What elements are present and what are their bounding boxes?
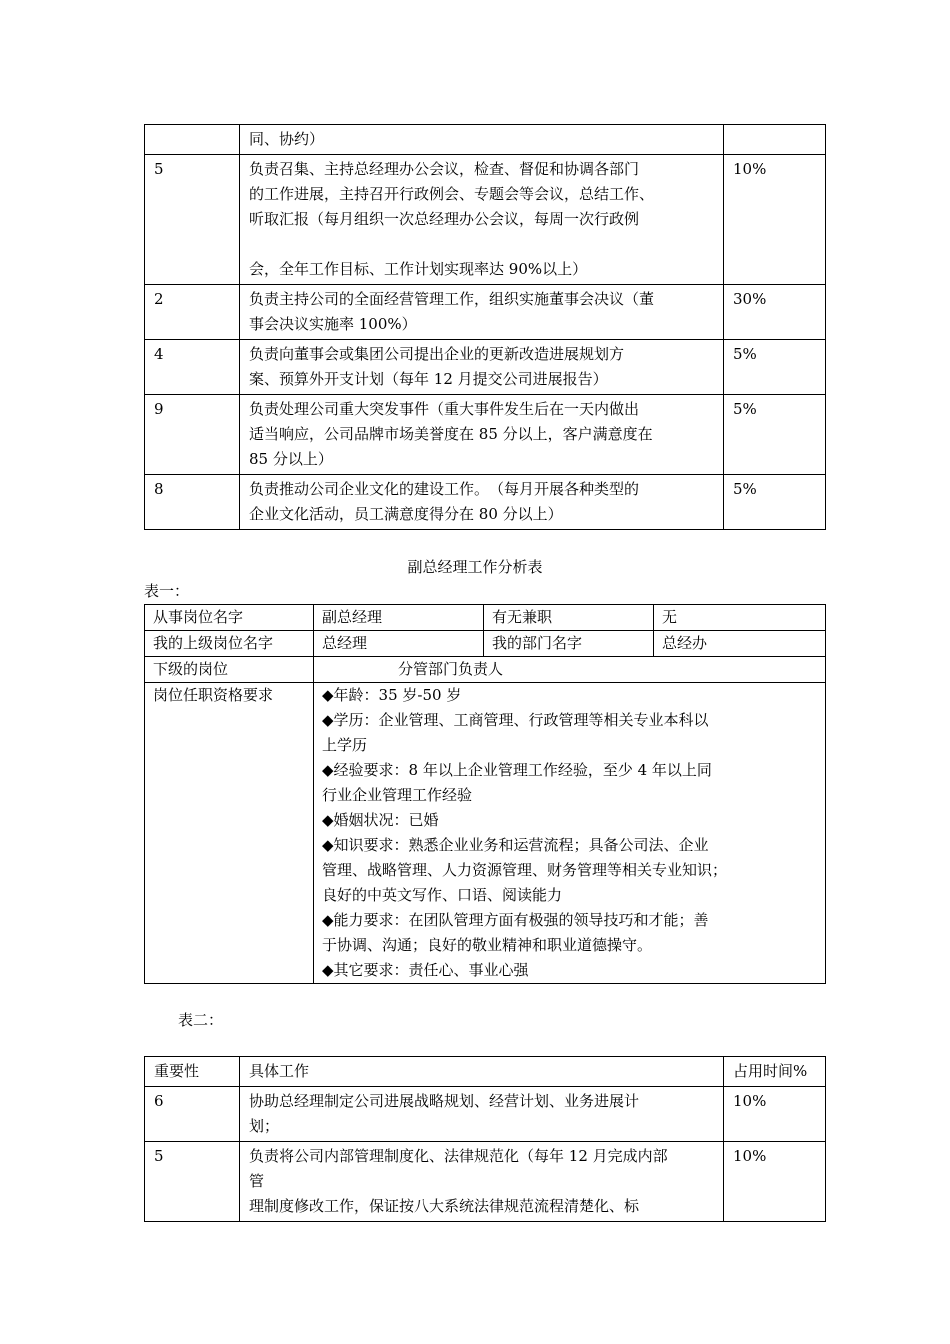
qualification-line: 于协调、沟通；良好的敬业精神和职业道德操守。 — [322, 936, 653, 954]
table-row — [145, 605, 826, 631]
qualification-line: ◆知识要求：熟悉企业业务和运营流程；具备公司法、企业 — [322, 836, 709, 854]
qualification-line: 管理、战略管理、人力资源管理、财务管理等相关专业知识； — [322, 861, 728, 879]
superior-label: 我的上级岗位名字 — [145, 631, 314, 657]
description-line: 管 — [249, 1172, 265, 1190]
importance-cell: 2 — [145, 285, 240, 340]
importance-cell: 9 — [145, 395, 240, 475]
work-description-cell — [240, 475, 724, 530]
table-row — [145, 475, 826, 530]
time-percent-cell: 10% — [724, 155, 826, 285]
qualification-line: ◆其它要求：责任心、事业心强 — [322, 961, 529, 979]
qualification-line: ◆婚姻状况：已婚 — [322, 811, 439, 829]
description-line: 85 分以上） — [249, 450, 333, 468]
description-line: 会，全年工作目标、工作计划实现率达 90%以上） — [249, 260, 588, 278]
description-line: 负责处理公司重大突发事件（重大事件发生后在一天内做出 — [249, 400, 640, 418]
header-time: 占用时间% — [724, 1057, 826, 1087]
post-name-value: 副总经理 — [314, 605, 484, 631]
qualification-label: 岗位任职资格要求 — [145, 683, 314, 984]
table-row — [145, 631, 826, 657]
qualification-line: ◆能力要求：在团队管理方面有极强的领导技巧和才能；善 — [322, 911, 709, 929]
time-percent-cell: 5% — [724, 395, 826, 475]
parttime-label: 有无兼职 — [484, 605, 654, 631]
work-description-cell — [240, 155, 724, 285]
qualification-line: 良好的中英文写作、口语、阅读能力 — [322, 886, 563, 904]
work-description-cell — [240, 395, 724, 475]
importance-cell: 5 — [145, 1142, 240, 1222]
description-line: 事会决议实施率 100%） — [249, 315, 417, 333]
table-row — [145, 657, 826, 683]
importance-cell: 8 — [145, 475, 240, 530]
post-name-label: 从事岗位名字 — [145, 605, 314, 631]
description-line: 负责推动公司企业文化的建设工作。 （每月开展各种类型的 — [249, 480, 640, 498]
vp-duties-table — [144, 124, 826, 530]
header-work: 具体工作 — [240, 1057, 724, 1087]
description-line: 同、协约） — [249, 130, 325, 148]
table-row — [145, 155, 826, 285]
importance-cell: 5 — [145, 155, 240, 285]
time-percent-cell: 5% — [724, 475, 826, 530]
time-percent-cell: 5% — [724, 340, 826, 395]
description-line — [249, 232, 714, 257]
description-line: 协助总经理制定公司进展战略规划、经营计划、业务进展计 — [249, 1092, 640, 1110]
table-row — [145, 285, 826, 340]
description-line: 划； — [249, 1117, 280, 1135]
position-info-table — [144, 604, 826, 984]
time-percent-cell: 10% — [724, 1087, 826, 1142]
description-line: 负责召集、主持总经理办公会议，检查、督促和协调各部门 — [249, 160, 640, 178]
dept-value: 总经办 — [654, 631, 826, 657]
description-line: 的工作进展，主持召开行政例会、专题会等会议，总结工作、 — [249, 185, 655, 203]
work-description-cell — [240, 125, 724, 155]
table-row — [145, 683, 826, 984]
work-description-cell — [240, 1142, 724, 1222]
description-line: 适当响应，公司品牌市场美誉度在 85 分以上，客户满意度在 — [249, 425, 653, 443]
work-description-cell — [240, 340, 724, 395]
dept-label: 我的部门名字 — [484, 631, 654, 657]
qualification-line: 上学历 — [322, 736, 368, 754]
description-line: 案、预算外开支计划（每年 12 月提交公司进展报告） — [249, 370, 608, 388]
description-line: 负责将公司内部管理制度化、法律规范化（每年 12 月完成内部 — [249, 1147, 668, 1165]
importance-cell — [145, 125, 240, 155]
table-row — [145, 340, 826, 395]
qualification-line: ◆经验要求：8 年以上企业管理工作经验，至少 4 年以上同 — [322, 761, 712, 779]
description-line: 负责主持公司的全面经营管理工作，组织实施董事会决议（董 — [249, 290, 655, 308]
table1-label: 表一： — [144, 582, 190, 600]
qualification-line: 行业企业管理工作经验 — [322, 786, 473, 804]
qualification-requirements — [314, 683, 826, 984]
work-description-cell — [240, 1087, 724, 1142]
qualification-line: ◆年龄：35 岁-50 岁 — [322, 686, 462, 704]
table-row — [145, 395, 826, 475]
importance-cell: 6 — [145, 1087, 240, 1142]
header-importance: 重要性 — [145, 1057, 240, 1087]
table-row — [145, 1142, 826, 1222]
vp-work-table — [144, 1056, 826, 1222]
importance-cell: 4 — [145, 340, 240, 395]
time-percent-cell: 10% — [724, 1142, 826, 1222]
description-line: 听取汇报（每月组织一次总经理办公会议，每周一次行政例 — [249, 210, 640, 228]
description-line: 理制度修改工作，保证按八大系统法律规范流程清楚化、标 — [249, 1197, 640, 1215]
time-percent-cell: 30% — [724, 285, 826, 340]
table-row — [145, 1087, 826, 1142]
work-description-cell — [240, 285, 724, 340]
time-percent-cell — [724, 125, 826, 155]
subordinate-value: 分管部门负责人 — [314, 657, 826, 683]
table-header-row — [145, 1057, 826, 1087]
table2-label: 表二： — [178, 1011, 224, 1029]
subordinate-label: 下级的岗位 — [145, 657, 314, 683]
description-line: 负责向董事会或集团公司提出企业的更新改造进展规划方 — [249, 345, 625, 363]
table-row — [145, 125, 826, 155]
section-title: 副总经理工作分析表 — [407, 558, 543, 576]
parttime-value: 无 — [654, 605, 826, 631]
qualification-line: ◆学历：企业管理、工商管理、行政管理等相关专业本科以 — [322, 711, 709, 729]
superior-value: 总经理 — [314, 631, 484, 657]
description-line: 企业文化活动，员工满意度得分在 80 分以上） — [249, 505, 563, 523]
